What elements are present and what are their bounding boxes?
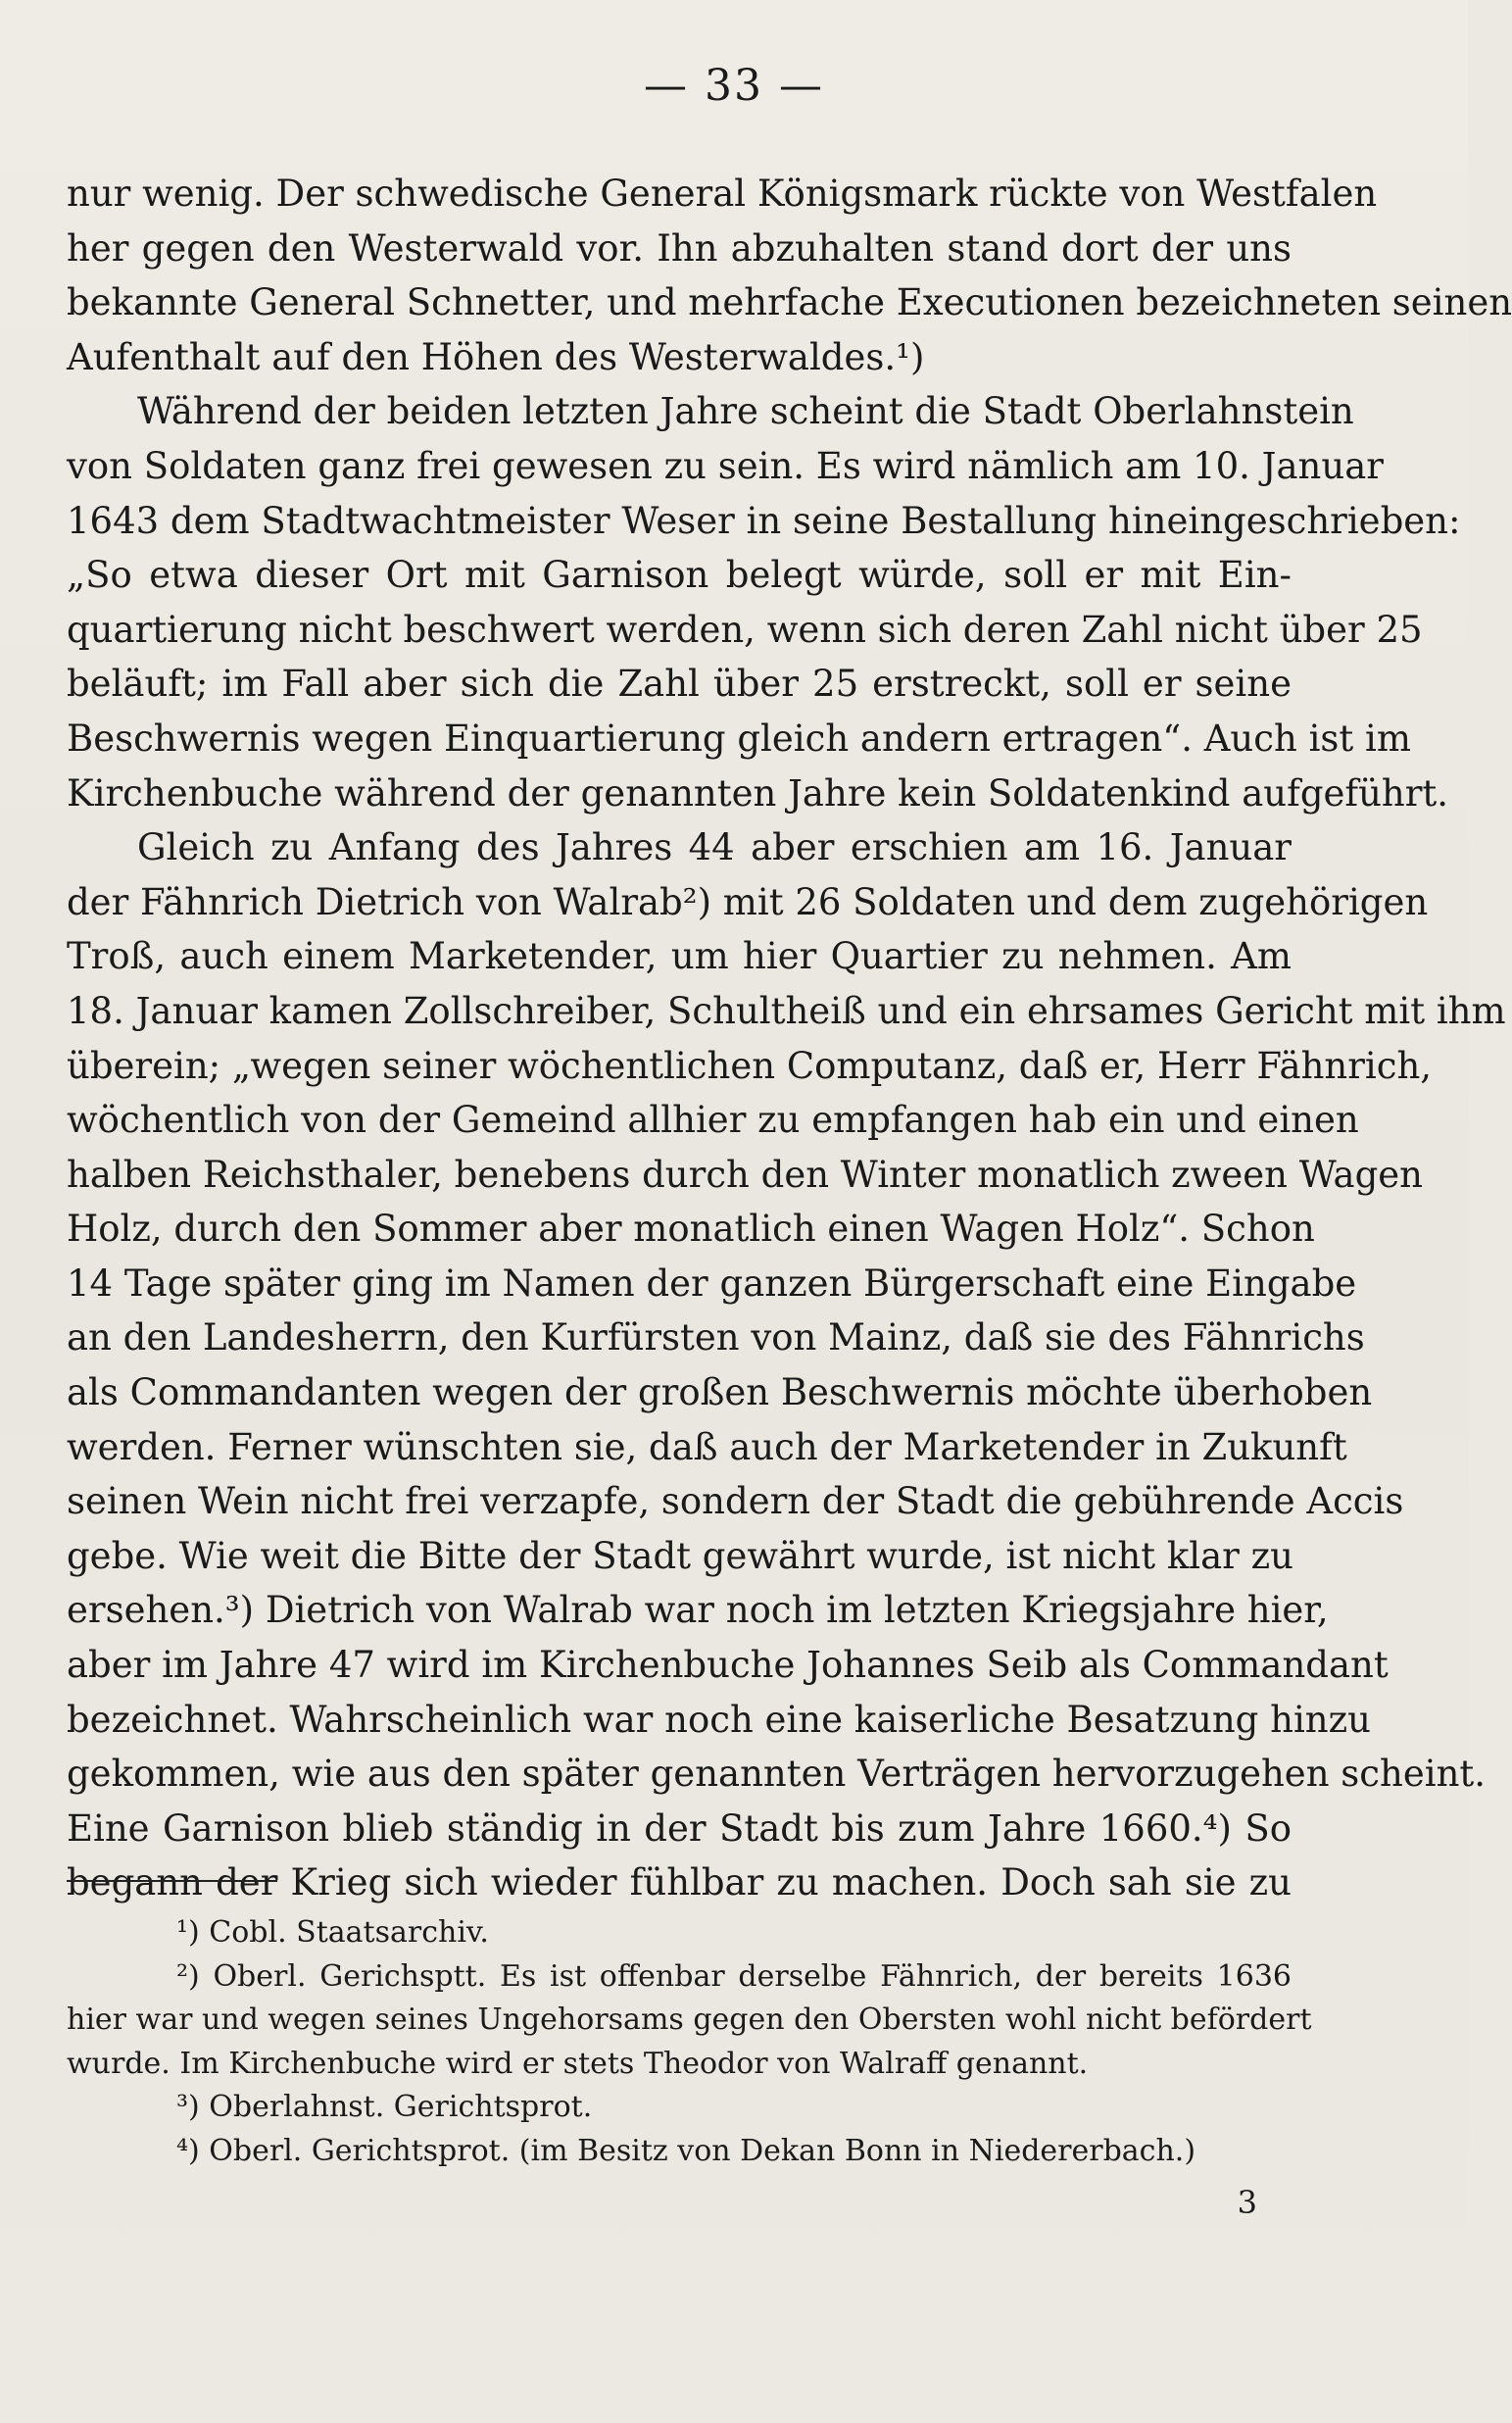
text-line: Aufenthalt auf den Höhen des Westerwaldes.¹) <box>67 335 925 378</box>
text-line: Beschwernis wegen Einquartierung gleich andern ertragen“. Auch ist im <box>67 717 1411 760</box>
text-line: bezeichnet. Wahrscheinlich war noch eine kaiserliche Besatzung hinzu <box>67 1698 1371 1741</box>
footnote-line: ³) Oberlahnst. Gerichtsprot. <box>176 2090 593 2124</box>
text-line: seinen Wein nicht frei verzapfe, sondern der Stadt die gebührende Accis <box>67 1480 1404 1523</box>
footnotes <box>67 1911 1312 2173</box>
text-line: gekommen, wie aus den später genannten Verträgen hervorzugehen scheint. <box>67 1753 1487 1796</box>
text-line: „So etwa dieser Ort mit Garnison belegt würde, soll er mit Ein- <box>67 554 1292 597</box>
text-line: 18. Januar kamen Zollschreiber, Schultheiß und ein ehrsames Gericht mit ihm <box>67 989 1506 1032</box>
text-line: 1643 dem Stadtwachtmeister Weser in seine Bestallung hineingeschrieben: <box>67 499 1461 542</box>
footnote-line: ²) Oberl. Gerichsptt. Es ist offenbar derselbe Fähnrich, der bereits 1636 <box>176 1958 1292 1994</box>
text-line: werden. Ferner wünschten sie, daß auch der Marketender in Zukunft <box>67 1425 1347 1468</box>
text-line: 14 Tage später ging im Namen der ganzen Bürgerschaft eine Eingabe <box>67 1261 1357 1305</box>
body-text <box>67 167 1512 1910</box>
footnote-separator <box>67 1880 277 1882</box>
text-line: nur wenig. Der schwedische General Königsmark rückte von Westfalen <box>67 173 1378 215</box>
footnote-line: ⁴) Oberl. Gerichtsprot. (im Besitz von Dekan Bonn in Niedererbach.) <box>176 2133 1196 2168</box>
text-line: beläuft; im Fall aber sich die Zahl über 25 erstreckt, soll er seine <box>67 663 1292 706</box>
text-line: von Soldaten ganz frei gewesen zu sein. Es wird nämlich am 10. Januar <box>67 444 1384 487</box>
text-line: an den Landesherrn, den Kurfürsten von Mainz, daß sie des Fähnrichs <box>67 1316 1365 1360</box>
text-line: ersehen.³) Dietrich von Walrab war noch im letzten Kriegsjahre hier, <box>67 1589 1329 1632</box>
text-line: als Commandanten wegen der großen Beschwernis möchte überhoben <box>67 1371 1373 1414</box>
text-line: Während der beiden letzten Jahre scheint die Stadt Oberlahnstein <box>137 390 1354 433</box>
text-line: Gleich zu Anfang des Jahres 44 aber erschien am 16. Januar <box>137 826 1292 869</box>
text-line: aber im Jahre 47 wird im Kirchenbuche Johannes Seib als Commandant <box>67 1644 1389 1687</box>
text-line: Kirchenbuche während der genannten Jahre kein Soldatenkind aufgeführt. <box>67 771 1449 815</box>
text-line: quartierung nicht beschwert werden, wenn sich deren Zahl nicht über 25 <box>67 608 1423 651</box>
text-line: gebe. Wie weit die Bitte der Stadt gewährt wurde, ist nicht klar zu <box>67 1534 1293 1577</box>
footnote-line: hier war und wegen seines Ungehorsams gegen den Obersten wohl nicht befördert <box>67 2003 1312 2037</box>
text-line: her gegen den Westerwald vor. Ihn abzuhalten stand dort der uns <box>67 226 1292 270</box>
text-line: wöchentlich von der Gemeind allhier zu empfangen hab ein und einen <box>67 1099 1359 1142</box>
text-line: begann der Krieg sich wieder fühlbar zu machen. Doch sah sie zu <box>67 1861 1292 1904</box>
text-line: Troß, auch einem Marketender, um hier Quartier zu nehmen. Am <box>67 935 1292 978</box>
text-line: der Fähnrich Dietrich von Walrab²) mit 26 Soldaten und dem zugehörigen <box>67 880 1429 923</box>
text-line: Holz, durch den Sommer aber monatlich einen Wagen Holz“. Schon <box>67 1208 1315 1251</box>
text-line: Eine Garnison blieb ständig in der Stadt bis zum Jahre 1660.⁴) So <box>67 1806 1292 1850</box>
text-line: überein; „wegen seiner wöchentlichen Computanz, daß er, Herr Fähnrich, <box>67 1044 1433 1087</box>
text-line: halben Reichsthaler, benebens durch den Winter monatlich zween Wagen <box>67 1153 1423 1196</box>
page-number: — 33 — <box>644 61 824 111</box>
text-line: bekannte General Schnetter, und mehrfache Executionen bezeichneten seinen <box>67 281 1512 324</box>
signature-mark: 3 <box>1237 2184 1257 2221</box>
footnote-line: ¹) Cobl. Staatsarchiv. <box>176 1915 489 1950</box>
footnote-line: wurde. Im Kirchenbuche wird er stets Theodor von Walraff genannt. <box>67 2046 1089 2081</box>
